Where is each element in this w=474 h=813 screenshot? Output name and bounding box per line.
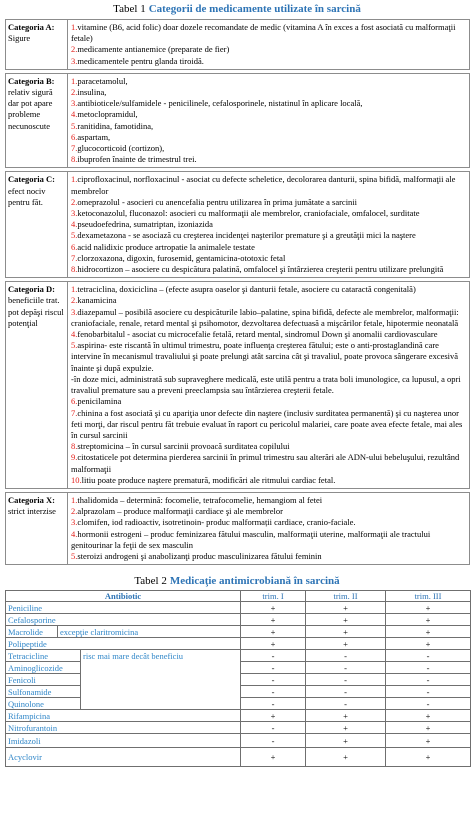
table-row bbox=[6, 722, 471, 734]
item-text: ciprofloxacinul, norfloxacinul - asociat cu defecte scheletice, decolorarea danturii, spina bifidă, malformaţii ale membrelor bbox=[71, 174, 456, 196]
item-text: ketoconazolul, fluconazol: asocieri cu malformaţii ale membrelor, craniofaciale, omfalocel, surditate bbox=[77, 208, 420, 219]
category-description: beneficiile trat. pot depăşi riscul potenţial bbox=[8, 295, 64, 328]
trim-3-value: + bbox=[386, 748, 471, 767]
category-description: efect nociv pentru făt. bbox=[8, 185, 46, 207]
trim-3-value: + bbox=[386, 710, 471, 722]
trim-2-value: - bbox=[306, 686, 386, 698]
item-number: 7. bbox=[71, 407, 78, 418]
trim-1-value: + bbox=[241, 614, 306, 626]
list-item bbox=[71, 56, 466, 67]
item-text: paracetamolul, bbox=[77, 75, 128, 86]
antibiotic-group-note: risc mai mare decât beneficiu bbox=[81, 650, 241, 710]
category-name: Categoria D: bbox=[8, 284, 55, 295]
list-item bbox=[71, 44, 466, 55]
trim-3-value: - bbox=[386, 674, 471, 686]
item-text: tetraciclina, doxiciclina – (efecte asupra oaselor şi danturii fetale, asociere cu cataractă congenitală) bbox=[77, 284, 416, 295]
list-item bbox=[71, 517, 466, 528]
list-item bbox=[71, 197, 466, 208]
table-row bbox=[6, 748, 471, 767]
list-item bbox=[71, 230, 466, 241]
trim-1-value: - bbox=[241, 734, 306, 748]
list-item bbox=[71, 441, 466, 452]
antibiotic-name: Nitrofurantoin bbox=[6, 722, 241, 734]
trim-2-value: + bbox=[306, 734, 386, 748]
category-label-cell bbox=[6, 493, 68, 564]
table2-caption-prefix: Tabel 2 bbox=[134, 575, 167, 588]
list-item bbox=[71, 408, 466, 442]
category-d-row bbox=[5, 281, 470, 489]
trim-2-value: + bbox=[306, 722, 386, 734]
item-text: -în doze mici, administrată sub supraveghere medicală, este utilă pentru a trata boli imunologice, ca lupusul, a opri travaliul premature sau a preveni preeclampsia sau întârzierea creşterii fetale. bbox=[71, 373, 461, 396]
item-number: 1. bbox=[71, 174, 78, 185]
antibiotic-name: Aminoglicozide bbox=[6, 662, 81, 674]
table-row bbox=[6, 614, 471, 626]
category-label-cell bbox=[6, 172, 68, 277]
item-number: 2. bbox=[71, 506, 78, 517]
list-item bbox=[71, 132, 466, 143]
item-number: 2. bbox=[71, 87, 78, 98]
antibiotic-name: Quinolone bbox=[6, 698, 81, 710]
trim-3-value: + bbox=[386, 734, 471, 748]
table2-caption bbox=[0, 574, 474, 590]
item-number: 6. bbox=[71, 131, 78, 142]
trim-1-value: + bbox=[241, 748, 306, 767]
list-item bbox=[71, 295, 466, 306]
table1-caption-prefix: Tabel 1 bbox=[113, 3, 146, 15]
category-items-cell bbox=[68, 74, 469, 168]
category-a-row bbox=[5, 19, 470, 70]
category-name: Categoria C: bbox=[8, 174, 55, 185]
item-text: steroizi androgeni şi anabolizanţi produc masculinizarea fătului feminin bbox=[77, 550, 322, 561]
table-row bbox=[6, 602, 471, 614]
antibiotic-name: Imidazoli bbox=[6, 734, 241, 748]
header-trim-2: trim. II bbox=[306, 591, 386, 602]
item-text: hidrocortizon – asociere cu despicătura palatină, omfalocel şi întârzierea creşterii pentru utilizare prelungită bbox=[77, 264, 444, 275]
trim-1-value: - bbox=[241, 686, 306, 698]
list-item bbox=[71, 452, 466, 474]
item-number: 8. bbox=[71, 264, 78, 275]
drug-categories-table bbox=[5, 19, 470, 565]
item-text: omeprazolul - asocieri cu anencefalia pentru utilizarea în prima jumătate a sarcinii bbox=[77, 196, 358, 207]
trim-1-value: - bbox=[241, 722, 306, 734]
table1-caption bbox=[0, 0, 474, 19]
antibiotic-name: Rifampicina bbox=[6, 710, 241, 722]
item-number: 1. bbox=[71, 22, 78, 32]
trim-3-value: + bbox=[386, 626, 471, 638]
list-item-note bbox=[71, 374, 466, 396]
item-number: 4. bbox=[71, 329, 78, 340]
category-name: Categoria B: bbox=[8, 75, 55, 86]
item-number: 6. bbox=[71, 396, 78, 407]
trim-2-value: - bbox=[306, 698, 386, 710]
list-item bbox=[71, 551, 466, 562]
trim-1-value: - bbox=[241, 650, 306, 662]
table-row bbox=[6, 710, 471, 722]
trim-1-value: - bbox=[241, 674, 306, 686]
category-name: Categoria A: bbox=[8, 22, 55, 32]
list-item bbox=[71, 143, 466, 154]
antibiotic-name: Tetracicline bbox=[6, 650, 81, 662]
item-number: 3. bbox=[71, 517, 78, 528]
trim-3-value: - bbox=[386, 662, 471, 674]
item-text: fenobarbitalul - asociat cu microcefalie fetală, retard mental, sindromul Down şi anomalii cardiovasculare bbox=[77, 329, 438, 340]
item-text: medicamentele pentru glanda tiroidă. bbox=[77, 55, 204, 66]
list-item bbox=[71, 208, 466, 219]
item-number: 7. bbox=[71, 252, 78, 263]
item-text: thalidomida – determină: focomelie, tetrafocomelie, hemangiom al fetei bbox=[77, 494, 323, 505]
item-number: 1. bbox=[71, 284, 78, 295]
item-number: 10. bbox=[71, 474, 82, 485]
item-text: pseudoefedrina, sumatriptan, izoniazida bbox=[77, 219, 213, 230]
item-number: 5. bbox=[71, 340, 78, 351]
trim-3-value: + bbox=[386, 614, 471, 626]
antibiotic-name: Acyclovir bbox=[6, 748, 241, 767]
list-item bbox=[71, 340, 466, 374]
item-number: 4. bbox=[71, 528, 78, 539]
list-item bbox=[71, 475, 466, 486]
category-label-cell bbox=[6, 20, 68, 69]
list-item bbox=[71, 264, 466, 275]
category-c-row bbox=[5, 171, 470, 278]
item-number: 5. bbox=[71, 230, 78, 241]
item-text: kanamicina bbox=[77, 295, 117, 306]
item-number: 5. bbox=[71, 120, 78, 131]
header-antibiotic: Antibiotic bbox=[6, 591, 241, 602]
item-number: 3. bbox=[71, 208, 78, 219]
item-number: 6. bbox=[71, 241, 78, 252]
trim-2-value: + bbox=[306, 748, 386, 767]
trim-2-value: + bbox=[306, 638, 386, 650]
item-text: streptomicina – în cursul sarcinii provoacă surditatea copilului bbox=[77, 441, 290, 452]
table-row bbox=[6, 626, 471, 638]
item-text: alprazolam – produce malformaţii cardiace şi ale membrelor bbox=[77, 506, 283, 517]
category-description: strict interzise bbox=[8, 506, 56, 517]
list-item bbox=[71, 495, 466, 506]
item-text: antibioticele/sulfamidele - penicilinele, cefalosporinele, nistatinul în aplicare locală, bbox=[77, 98, 363, 109]
trim-2-value: + bbox=[306, 614, 386, 626]
antibiotic-name: Cefalosporine bbox=[6, 614, 241, 626]
item-number: 7. bbox=[71, 143, 78, 154]
trim-3-value: + bbox=[386, 722, 471, 734]
trim-2-value: - bbox=[306, 674, 386, 686]
list-item bbox=[71, 174, 466, 196]
list-item bbox=[71, 98, 466, 109]
table-row bbox=[6, 734, 471, 748]
antimicrobial-table bbox=[5, 590, 471, 767]
item-text: vitamine (B6, acid folic) doar dozele recomandate de medic (vitamina A în exces a fost asociată cu malformaţii fetale) bbox=[71, 22, 456, 44]
table1-caption-title: Categorii de medicamente utilizate în sarcină bbox=[148, 3, 361, 15]
item-text: penicilamina bbox=[77, 396, 122, 407]
antibiotic-name: Peniciline bbox=[6, 602, 241, 614]
trim-1-value: + bbox=[241, 602, 306, 614]
list-item bbox=[71, 284, 466, 295]
category-x-row bbox=[5, 492, 470, 565]
trim-1-value: + bbox=[241, 710, 306, 722]
item-number: 2. bbox=[71, 196, 78, 207]
trim-1-value: - bbox=[241, 698, 306, 710]
item-text: aspirina- este riscantă în ultimul trimestru, poate influenţa creşterea fătului; este o anti-prostaglandină care intervine în mecanismul travaliului şi poate prelungi atât sarcina cât şi travaliul, poate provoca sângerare excesivă înainte şi după expulzie. bbox=[71, 340, 459, 373]
item-number: 3. bbox=[71, 306, 78, 317]
trim-2-value: + bbox=[306, 602, 386, 614]
trim-1-value: + bbox=[241, 638, 306, 650]
antibiotic-name: Fenicoli bbox=[6, 674, 81, 686]
item-number: 1. bbox=[71, 75, 78, 86]
list-item bbox=[71, 253, 466, 264]
list-item bbox=[71, 396, 466, 407]
item-text: dexametazona - se asociază cu creşterea incidenţei naşterilor premature şi a greutăţii mici la naştere bbox=[77, 230, 416, 241]
antibiotic-name: Polipeptide bbox=[6, 638, 241, 650]
category-label-cell bbox=[6, 282, 68, 488]
category-items-cell bbox=[68, 172, 469, 277]
list-item bbox=[71, 87, 466, 98]
antibiotic-name: Macrolide bbox=[6, 626, 58, 638]
antibiotic-note: excepţie claritromicina bbox=[58, 626, 241, 638]
item-text: acid nalidixic produce artropatie la animalele testate bbox=[77, 241, 255, 252]
trim-3-value: - bbox=[386, 686, 471, 698]
item-text: chinina a fost asociată şi cu apariţia unor defecte din naştere (inclusiv surditatea permanentă) şi cu naşterea unor feti morţi, dar riscul pentru făt trebuie evaluat în raport cu pericolul malariei, care poate avea efecte fetale, mai ales în cursul sarcinii bbox=[71, 407, 463, 440]
item-number: 9. bbox=[71, 452, 78, 463]
table-row bbox=[6, 638, 471, 650]
category-items-cell bbox=[68, 20, 469, 69]
item-number: 1. bbox=[71, 494, 78, 505]
table-header-row bbox=[6, 591, 471, 602]
category-items-cell bbox=[68, 493, 469, 564]
item-text: litiu poate produce naştere prematură, modificări ale ritmului cardiac fetal. bbox=[81, 474, 336, 485]
header-trim-3: trim. III bbox=[386, 591, 471, 602]
item-text: ibuprofen înainte de trimestrul trei. bbox=[77, 154, 197, 165]
list-item bbox=[71, 121, 466, 132]
trim-2-value: + bbox=[306, 626, 386, 638]
trim-2-value: - bbox=[306, 662, 386, 674]
list-item bbox=[71, 329, 466, 340]
item-text: metoclopramidul, bbox=[77, 109, 138, 120]
item-number: 2. bbox=[71, 44, 78, 55]
category-b-row bbox=[5, 73, 470, 169]
list-item bbox=[71, 307, 466, 329]
antibiotic-name: Sulfonamide bbox=[6, 686, 81, 698]
item-text: clorzoxazona, digoxin, furosemid, gentamicina-ototoxic fetal bbox=[77, 252, 286, 263]
item-text: medicamente antianemice (preparate de fier) bbox=[77, 44, 230, 55]
table-row bbox=[6, 650, 471, 662]
item-number: 5. bbox=[71, 550, 78, 561]
header-trim-1: trim. I bbox=[241, 591, 306, 602]
item-number: 3. bbox=[71, 55, 78, 66]
item-text: ranitidina, famotidina, bbox=[77, 120, 154, 131]
list-item bbox=[71, 109, 466, 120]
trim-1-value: - bbox=[241, 662, 306, 674]
category-name: Categoria X: bbox=[8, 494, 55, 505]
list-item bbox=[71, 76, 466, 87]
trim-3-value: + bbox=[386, 602, 471, 614]
category-label-cell bbox=[6, 74, 68, 168]
category-description: relativ sigură dar pot apare probleme necunoscute bbox=[8, 87, 53, 131]
list-item bbox=[71, 154, 466, 165]
item-text: diazepamul – posibilă asociere cu despicăturile labio–palatine, spina bifidă, defecte ale membrelor, malformaţii: craniofaciale, renale, retard mental şi psihomotor, dezvoltarea defectuasă a mişcărilor fetale, hipotermie neonatală bbox=[71, 306, 459, 328]
item-number: 3. bbox=[71, 98, 78, 109]
trim-3-value: - bbox=[386, 698, 471, 710]
item-text: insulina, bbox=[77, 87, 107, 98]
item-number: 4. bbox=[71, 219, 78, 230]
trim-3-value: + bbox=[386, 638, 471, 650]
list-item bbox=[71, 506, 466, 517]
item-text: clomifen, iod radioactiv, isotretinoin- produc malformații cardiace, cranio-faciale. bbox=[77, 517, 356, 528]
category-items-cell bbox=[68, 282, 469, 488]
item-number: 2. bbox=[71, 295, 78, 306]
item-text: citostaticele pot determina pierderea sarcinii în primul trimestru sau alterări ale ADN-ului bebeluşului, rezultând malformaţii bbox=[71, 452, 460, 474]
item-text: glucocorticoid (cortizon), bbox=[77, 143, 165, 154]
trim-2-value: - bbox=[306, 650, 386, 662]
trim-2-value: + bbox=[306, 710, 386, 722]
item-text: aspartam, bbox=[77, 131, 111, 142]
list-item bbox=[71, 242, 466, 253]
category-description: Sigure bbox=[8, 33, 31, 44]
list-item bbox=[71, 22, 466, 44]
item-number: 4. bbox=[71, 109, 78, 120]
item-text: hormonii estrogeni – produc feminizarea fătului masculin, malformaţii uterine, malformaţii ale tractului genitourinar la feţii de sex masculin bbox=[71, 528, 431, 550]
trim-3-value: - bbox=[386, 650, 471, 662]
trim-1-value: + bbox=[241, 626, 306, 638]
list-item bbox=[71, 529, 466, 551]
list-item bbox=[71, 219, 466, 230]
item-number: 8. bbox=[71, 154, 78, 165]
table2-caption-title: Medicaţie antimicrobiană în sarcină bbox=[169, 575, 340, 588]
item-number: 8. bbox=[71, 441, 78, 452]
